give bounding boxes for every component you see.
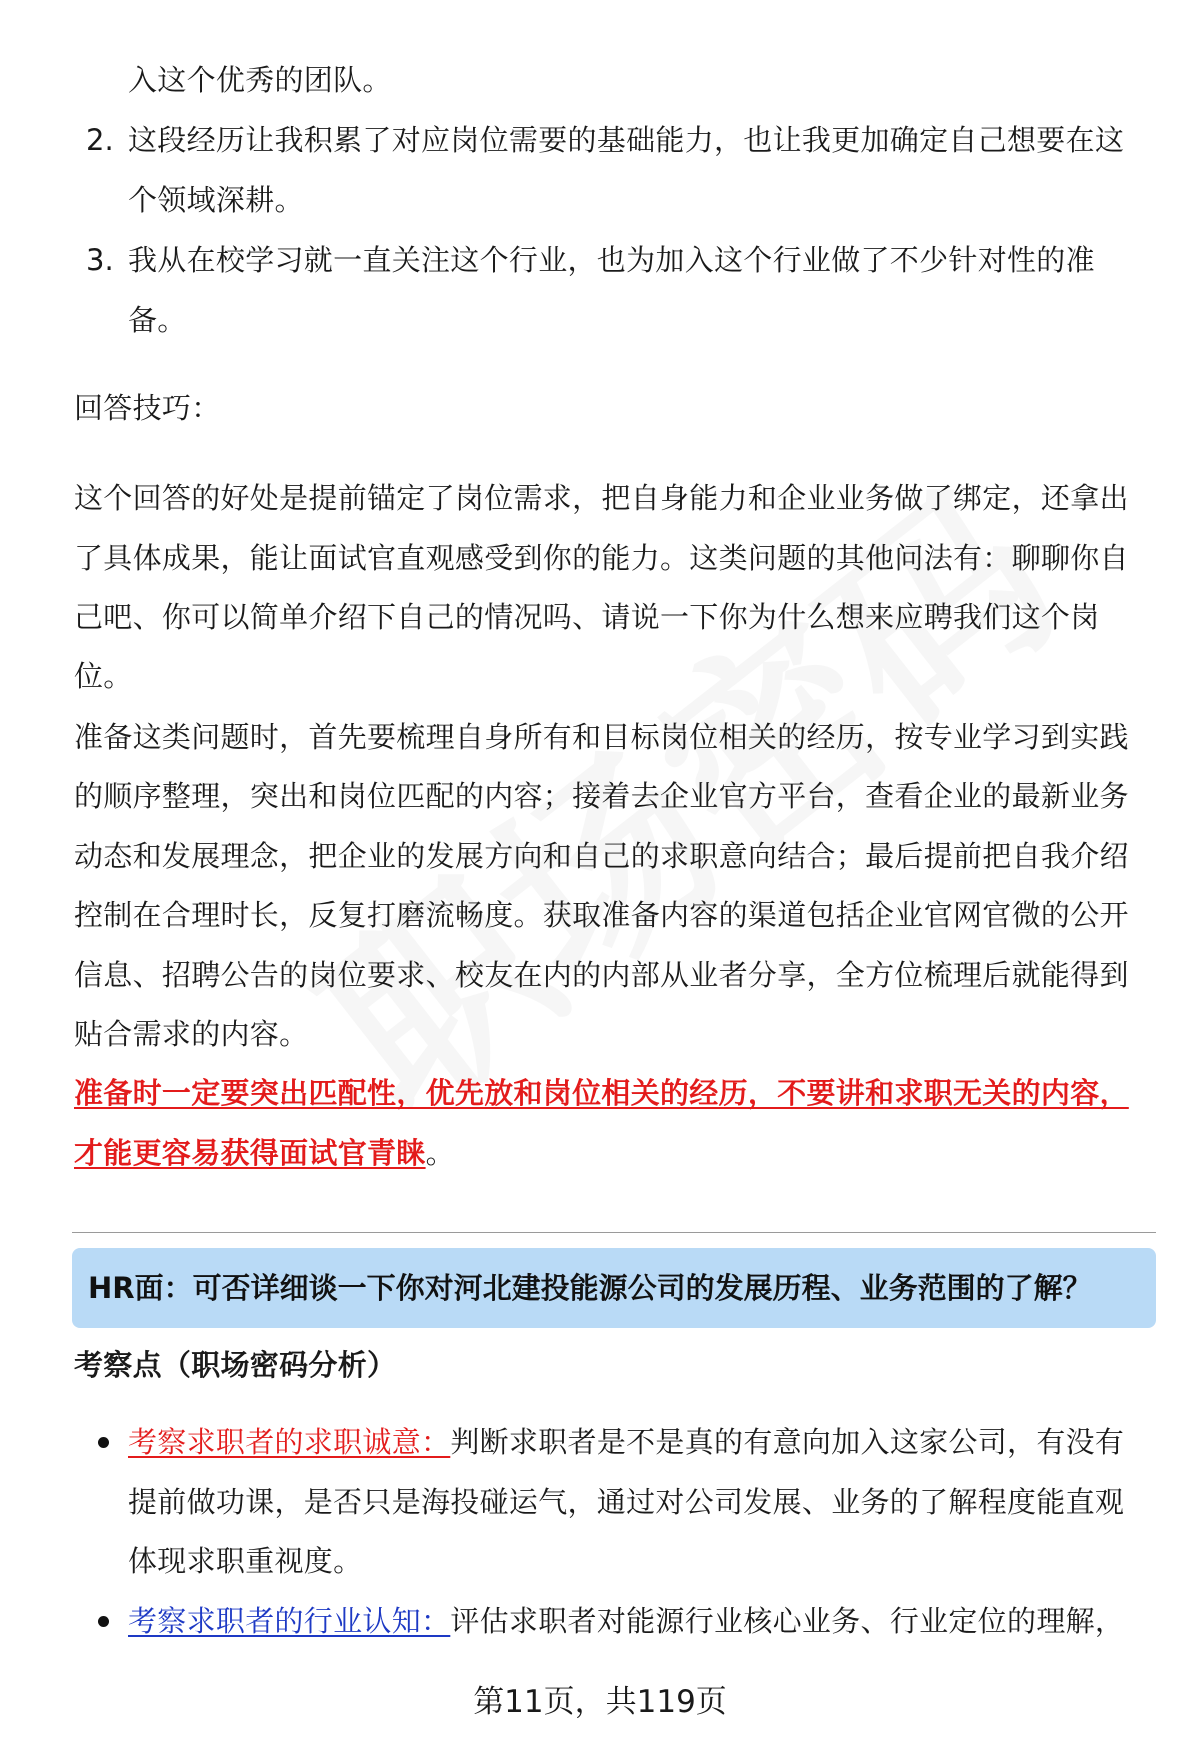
analysis-heading: 考察点（职场密码分析）: [74, 1348, 397, 1382]
hr-question-box: [72, 1248, 1156, 1328]
para1-line: 这个回答的好处是提前锚定了岗位需求，把自身能力和企业业务做了绑定，还拿出: [74, 481, 1129, 515]
para2-line: 的顺序整理，突出和岗位匹配的内容；接着去企业官方平台，查看企业的最新业务: [74, 779, 1129, 813]
emphasis-line1: 准备时一定要突出匹配性，优先放和岗位相关的经历，不要讲和求职无关的内容，: [74, 1076, 1129, 1110]
para1-line: 己吧、你可以简单介绍下自己的情况吗、请说一下你为什么想来应聘我们这个岗: [74, 600, 1100, 634]
list-item-2-line1: 这段经历让我积累了对应岗位需要的基础能力，也让我更加确定自己想要在这: [128, 123, 1125, 157]
bullet-2-label-link[interactable]: 考察求职者的行业认知：: [128, 1604, 451, 1638]
list-item-1-tail: 入这个优秀的团队。: [128, 63, 392, 97]
emphasis-line2-tail: 。: [425, 1136, 455, 1170]
bullet-1-text: 判断求职者是不是真的有意向加入这家公司，有没有: [450, 1425, 1125, 1459]
bullet-1-line3: 体现求职重视度。: [128, 1544, 363, 1578]
section-divider: [72, 1232, 1156, 1233]
para2-line: 动态和发展理念，把企业的发展方向和自己的求职意向结合；最后提前把自我介绍: [74, 839, 1129, 873]
page-number: 第11页，共119页: [473, 1684, 727, 1720]
bullet-1-line2: 提前做功课，是否只是海投碰运气，通过对公司发展、业务的了解程度能直观: [128, 1485, 1125, 1519]
list-item-2-line2: 个领域深耕。: [128, 183, 304, 217]
para2-line: 信息、招聘公告的岗位要求、校友在内的内部从业者分享，全方位梳理后就能得到: [74, 958, 1129, 992]
hr-question: HR面：可否详细谈一下你对河北建投能源公司的发展历程、业务范围的了解？: [88, 1271, 1092, 1305]
bullet-1-line1: [128, 1422, 1124, 1462]
bullet-2-line1: [128, 1601, 1124, 1641]
tips-heading: 回答技巧：: [74, 391, 221, 425]
para1-line: 了具体成果，能让面试官直观感受到你的能力。这类问题的其他问法有：聊聊你自: [74, 541, 1129, 575]
para2-line: 控制在合理时长，反复打磨流畅度。获取准备内容的渠道包括企业官网官微的公开: [74, 898, 1129, 932]
list-number-2: 2.: [86, 123, 114, 157]
bullet-1-label-link[interactable]: 考察求职者的求职诚意：: [128, 1425, 451, 1459]
bullet-2-text: 评估求职者对能源行业核心业务、行业定位的理解，: [450, 1604, 1125, 1638]
para1-line: 位。: [74, 659, 133, 693]
emphasis-line2: 才能更容易获得面试官青睐: [74, 1136, 426, 1170]
list-item-3-line1: 我从在校学习就一直关注这个行业，也为加入这个行业做了不少针对性的准: [128, 243, 1095, 277]
bullet-dot: [98, 1616, 109, 1627]
list-item-3-line2: 备。: [128, 303, 187, 337]
bullet-dot: [98, 1437, 109, 1448]
para2-line: 准备这类问题时，首先要梳理自身所有和目标岗位相关的经历，按专业学习到实践: [74, 720, 1129, 754]
list-number-3: 3.: [86, 243, 114, 277]
emphasis-line2-wrap: [74, 1133, 455, 1173]
para2-line: 贴合需求的内容。: [74, 1017, 309, 1051]
